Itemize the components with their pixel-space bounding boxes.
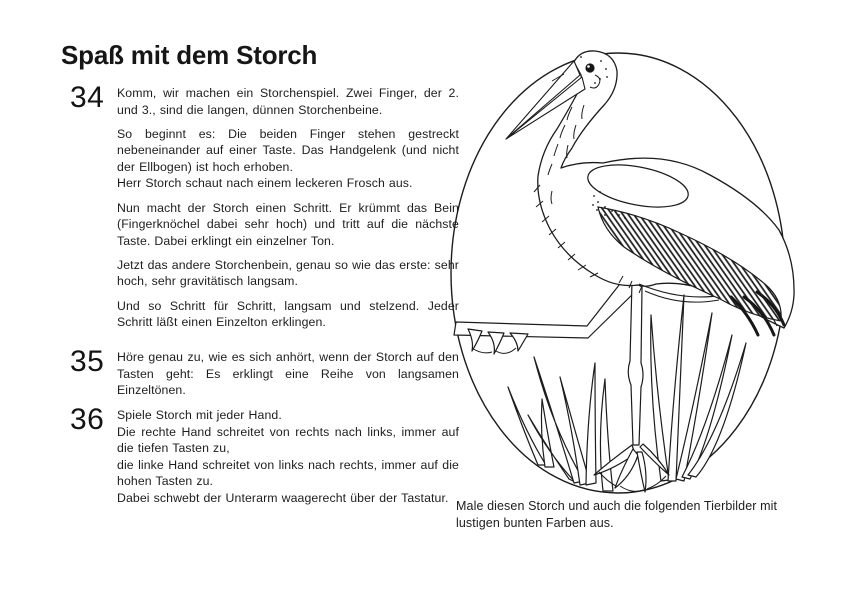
eye-highlight (587, 65, 590, 68)
text-block (117, 257, 459, 290)
paragraph: So beginnt es: Die beiden Finger stehen gestreckt nebeneinander auf einer Taste. Das Handgelenk (und nicht der Ellbogen) ist hoch erhoben. (117, 126, 459, 174)
stork-eye (585, 63, 594, 72)
toe (510, 333, 528, 351)
section-number: 36 (70, 403, 105, 436)
paragraph: Jetzt das andere Storchenbein, genau so wie das erste: sehr hoch, sehr gravitätisch langsam. (117, 257, 459, 289)
text-block (117, 126, 459, 192)
stork-drawing-svg (448, 45, 843, 505)
paragraph: Spiele Storch mit jeder Hand. (117, 408, 282, 422)
grass-blade (541, 399, 554, 467)
paragraph: Und so Schritt für Schritt, langsam und stelzend. Jeder Schritt läßt einen Einzelton erklingen. (117, 298, 459, 330)
text-block (117, 407, 459, 507)
text-block (117, 298, 459, 331)
toe (488, 332, 504, 354)
webbing (472, 348, 492, 353)
webbing (620, 486, 643, 491)
section-number: 34 (70, 81, 105, 114)
paragraph: Dabei schwebt der Unterarm waagerecht über der Tastatur. (117, 490, 449, 505)
paragraph: Nun macht der Storch einen Schritt. Er krümmt das Bein (Fingerknöchel dabei sehr hoch) und tritt auf die nächste Taste. Dabei erklingt ein einzelner Ton. (117, 200, 459, 248)
section-35 (70, 345, 464, 399)
toe (637, 452, 646, 492)
paragraph: Die rechte Hand schreitet von rechts nach links, immer auf die tiefen Tasten zu, (117, 424, 459, 456)
stork-illustration (448, 45, 843, 505)
section-text (117, 85, 459, 331)
section-text (117, 407, 459, 507)
paragraph: die linke Hand schreitet von links nach rechts, immer auf die hohen Tasten zu. (117, 457, 459, 489)
section-36 (70, 403, 464, 507)
section-34 (70, 81, 464, 331)
paragraph: Herr Storch schaut nach einem leckeren Frosch aus. (117, 176, 413, 191)
paragraph: Komm, wir machen ein Storchenspiel. Zwei Finger, der 2. und 3., sind die langen, dünnen Storchenbeine. (117, 86, 459, 117)
text-block (117, 85, 459, 118)
illustration-caption: Male diesen Storch und auch die folgenden Tierbilder mit lustigen bunten Farben aus. (456, 499, 778, 530)
paragraph: Höre genau zu, wie es sich anhört, wenn der Storch auf den Tasten geht: Es erklingt eine Reihe von langsamen Einzeltönen. (117, 350, 459, 398)
page-title: Spaß mit dem Storch (61, 40, 318, 70)
section-number: 35 (70, 345, 105, 378)
toe (468, 329, 482, 351)
section-text (117, 349, 459, 399)
grass-blade (508, 387, 546, 465)
webbing (496, 348, 516, 353)
text-block (117, 200, 459, 250)
grass-blade (586, 363, 596, 485)
text-block (117, 349, 459, 399)
grass-blade (600, 379, 613, 491)
stork-lifted-leg (454, 280, 639, 354)
